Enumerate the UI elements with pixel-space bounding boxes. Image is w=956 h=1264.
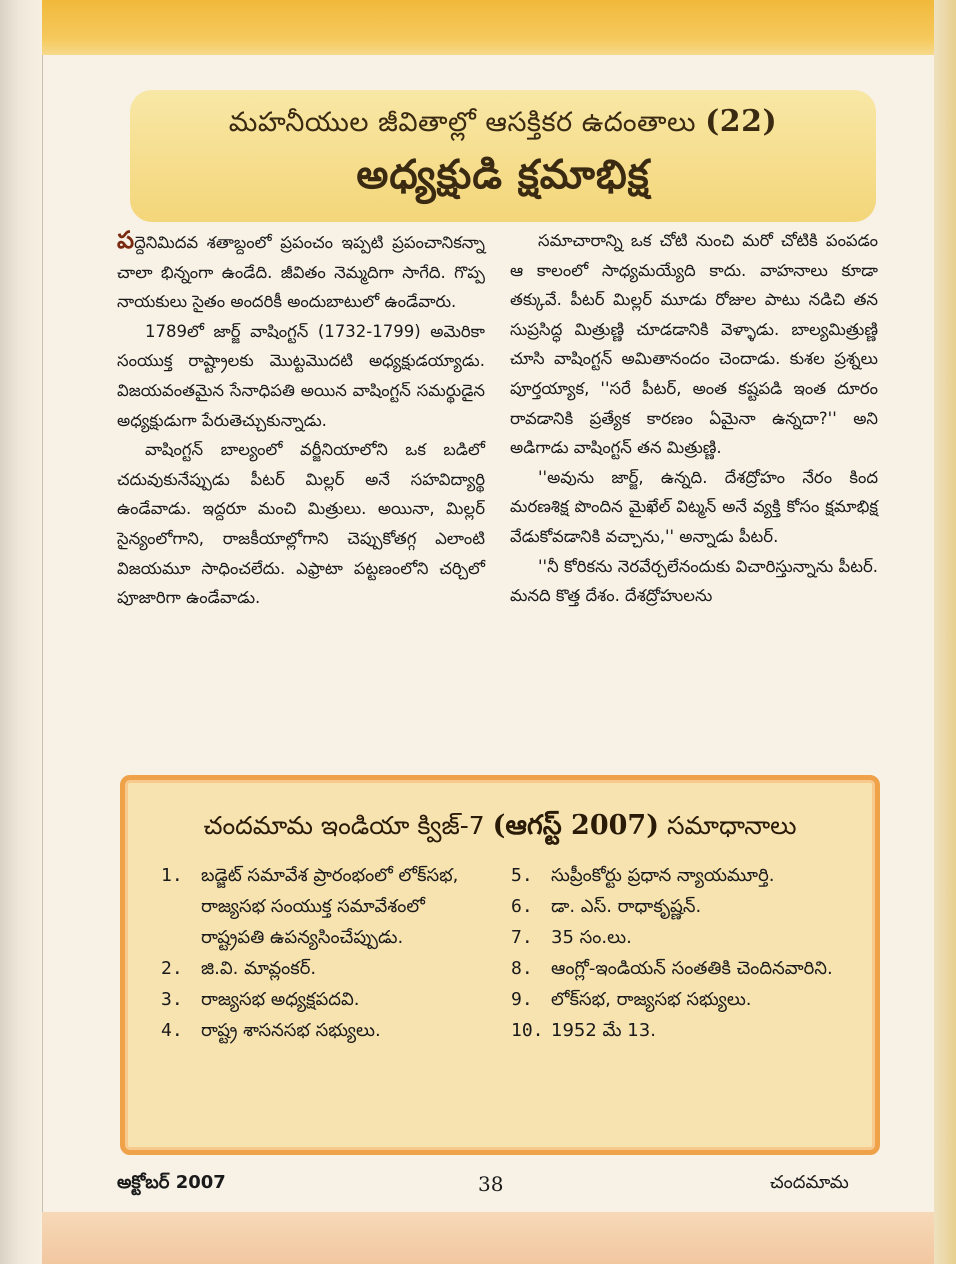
paragraph: సమాచారాన్ని ఒక చోటి నుంచి మరో చోటికి పంపడం ఆ కాలంలో సాధ్యమయ్యేది కాదు. వాహనాలు కూడా తక్కువే. పీటర్ మిల్లర్ మూడు రోజుల పాటు నడిచి తన సుప్రసిద్ధ మిత్రుణ్ణి చూడడానికి వెళ్ళాడు. బాల్యమిత్రుణ్ణి చూసి వాషింగ్టన్ అమితానందం చెందాడు. కుశల ప్రశ్నలు పూర్తయ్యాక, ''సరే పీటర్, అంత కష్టపడి ఇంత దూరం రావడానికి ప్రత్యేక కారణం ఏమైనా ఉన్నదా?'' అని అడిగాడు వాషింగ్టన్ తన మిత్రుణ్ణి. — [510, 231, 878, 458]
list-item — [511, 984, 851, 1015]
answer-text: 35 సం.లు. — [551, 927, 632, 948]
answer-number: 8. — [511, 958, 533, 979]
list-item — [161, 953, 491, 984]
list-item — [511, 922, 851, 953]
answer-text: ఆంగ్లో-ఇండియన్ సంతతికి చెందినవారిని. — [551, 958, 833, 979]
answer-text: డా. ఎస్. రాధాకృష్ణన్. — [551, 896, 702, 917]
page-binding-edge — [0, 0, 43, 1264]
answer-number: 9. — [511, 989, 533, 1010]
article-title: అధ్యక్షుడి క్షమాభిక్ష — [356, 152, 650, 198]
footer-issue-date: అక్టోబర్ 2007 — [117, 1172, 226, 1193]
left-text-column — [117, 226, 485, 613]
paragraph-text: ద్దెనిమిదవ శతాబ్దంలో ప్రపంచం ఇప్పటి ప్రపంచానికన్నా చాలా భిన్నంగా ఉండేది. జీవితం నెమ్మదిగా సాగేది. గొప్ప నాయకులు సైతం అందరికీ అందుబాటులో ఉండేవారు. — [117, 233, 485, 312]
quiz-answers-right — [511, 860, 851, 1046]
series-title-text: మహనీయుల జీవితాల్లో ఆసక్తికర ఉదంతాలు — [228, 107, 696, 138]
series-number: (22) — [705, 104, 778, 139]
quiz-month-year: (ఆగస్ట్ 2007) — [492, 810, 659, 841]
quiz-answers-left — [161, 860, 491, 1046]
list-item — [161, 984, 491, 1015]
paragraph: ''అవును జార్జ్, ఉన్నది. దేశద్రోహం నేరం కింద మరణశిక్ష పొందిన మైఖేల్ విట్మన్ అనే వ్యక్తి కోసం క్షమాభిక్ష వేడుకోవడానికి వచ్చాను,'' అన్నాడు పీటర్. — [510, 467, 878, 546]
quiz-title — [125, 810, 875, 848]
page-right-edge — [934, 0, 956, 1264]
list-item — [511, 953, 851, 984]
answer-text: బడ్జెట్ సమావేశ ప్రారంభంలో లోక్‌సభ, రాజ్యసభ సంయుక్త సమావేశంలో రాష్ట్రపతి ఉపన్యసించేప్పుడు. — [201, 865, 459, 948]
right-text-column — [510, 226, 878, 611]
answer-text: రాష్ట్ర శాసనసభ సభ్యులు. — [201, 1020, 381, 1041]
page-number: 38 — [478, 1172, 504, 1196]
quiz-title-suffix: సమాధానాలు — [666, 811, 797, 840]
paragraph — [117, 226, 485, 317]
article-header — [130, 90, 876, 222]
paragraph: ''నీ కోరికను నెరవేర్చలేనందుకు విచారిస్తున్నాను పీటర్. మనది కొత్త దేశం. దేశద్రోహులను — [510, 556, 878, 606]
list-item — [511, 891, 851, 922]
answer-number: 10. — [511, 1020, 544, 1041]
answer-text: 1952 మే 13. — [551, 1020, 656, 1041]
series-title — [130, 104, 876, 145]
paragraph: వాషింగ్టన్ బాల్యంలో వర్జీనియాలోని ఒక బడిలో చదువుకునేప్పుడు పీటర్ మిల్లర్ అనే సహవిద్యార్థి ఉండేవాడు. ఇద్దరూ మంచి మిత్రులు. అయినా, మిల్లర్ సైన్యంలోగాని, రాజకీయాల్లోగాని చెప్పుకోతగ్గ ఎలాంటి విజయమూ సాధించలేదు. ఎఫ్రాటా పట్టణంలోని చర్చిలో పూజారిగా ఉండేవాడు. — [117, 440, 485, 608]
list-item — [161, 1015, 491, 1046]
answer-number: 7. — [511, 927, 533, 948]
answer-text: జి.వి. మావ్లంకర్. — [201, 958, 317, 979]
answer-number: 5. — [511, 865, 533, 886]
drop-cap: ప — [117, 226, 135, 254]
list-item — [511, 1015, 851, 1046]
answer-number: 1. — [161, 865, 183, 886]
answer-number: 4. — [161, 1020, 183, 1041]
paragraph: 1789లో జార్జ్ వాషింగ్టన్ (1732-1799) అమెరికా సంయుక్త రాష్ట్రాలకు మొట్టమొదటి అధ్యక్షుడయ్యాడు. విజయవంతమైన సేనాధిపతి అయిన వాషింగ్టన్ సమర్థుడైన అధ్యక్షుడుగా పేరుతెచ్చుకున్నాడు. — [117, 321, 485, 430]
quiz-title-text: చందమామ ఇండియా క్విజ్-7 — [203, 811, 485, 840]
list-item — [161, 860, 491, 953]
answer-text: రాజ్యసభ అధ్యక్షపదవి. — [201, 989, 360, 1010]
bottom-color-band — [42, 1212, 934, 1264]
list-item — [511, 860, 851, 891]
answer-text: లోక్‌సభ, రాజ్యసభ సభ్యులు. — [551, 989, 752, 1010]
answer-number: 6. — [511, 896, 533, 917]
answer-number: 2. — [161, 958, 183, 979]
quiz-answers-box — [120, 775, 880, 1155]
top-color-band — [42, 0, 934, 55]
answer-text: సుప్రీంకోర్టు ప్రధాన న్యాయమూర్తి. — [551, 865, 775, 886]
answer-number: 3. — [161, 989, 183, 1010]
footer-magazine-name: చందమామ — [770, 1172, 849, 1193]
